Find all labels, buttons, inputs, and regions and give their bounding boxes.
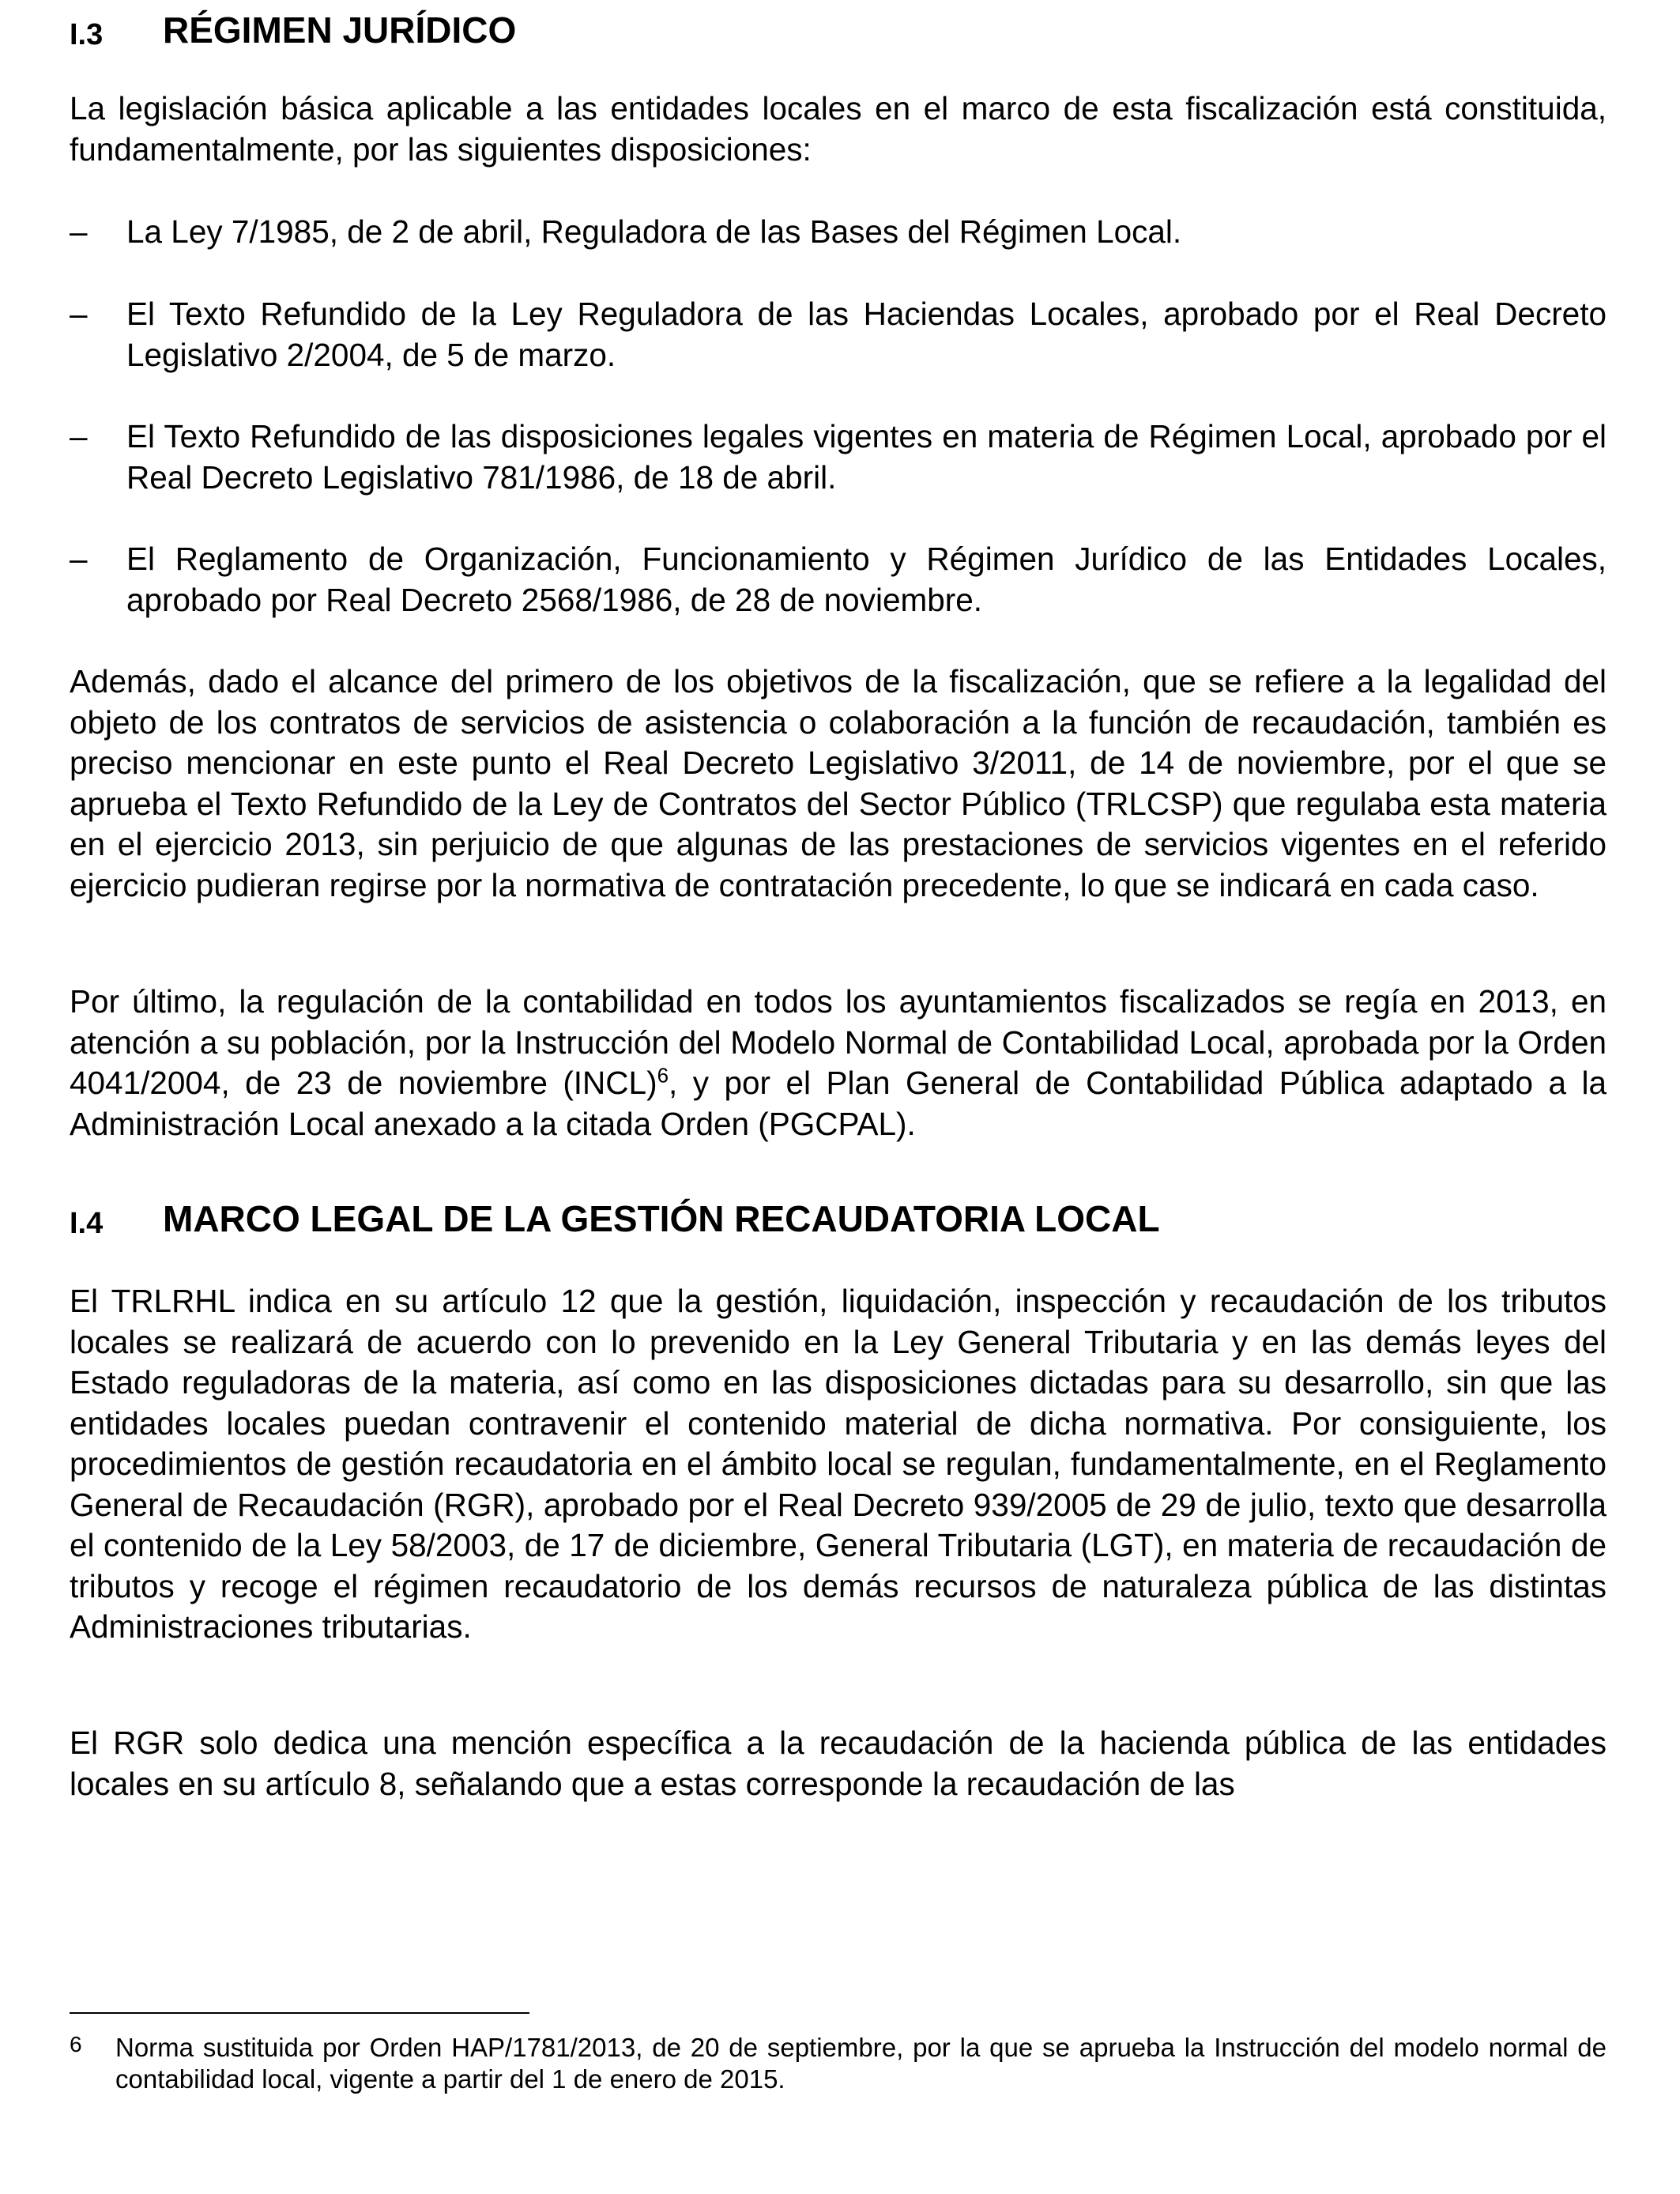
dash-icon: – xyxy=(70,418,88,454)
body-paragraph: Además, dado el alcance del primero de los objetivos de la fiscalización, que se refiere a la legalidad del objeto de los contratos de servicios de asistencia o colaboración a la función de recaudación, también es preciso mencionar en este punto el Real Decreto Legislativo 3/2011, de 14 de noviembre, por el que se aprueba el Texto Refundido de la Ley de Contratos del Sector Público (TRLCSP) que regulaba esta materia en el ejercicio 2013, sin perjuicio de que algunas de las prestaciones de servicios vigentes en el referido ejercicio pudieran regirse por la normativa de contratación precedente, lo que se indicará en cada caso. xyxy=(70,663,1607,903)
list-item xyxy=(70,212,1607,253)
intro-paragraph: La legislación básica aplicable a las entidades locales en el marco de esta fiscalización está constituida, fundamentalmente, por las siguientes disposiciones: xyxy=(70,90,1607,168)
list-item xyxy=(70,539,1607,620)
section-number: I.4 xyxy=(70,1207,104,1240)
dash-icon: – xyxy=(70,541,88,577)
list-item xyxy=(70,417,1607,498)
paragraph-text: Por último, la regulación de la contabilidad en todos los ayuntamientos fiscalizados se regía en 2013, en atención a su población, por la Instrucción del Modelo Normal de Contabilidad Local, aprobada por la Orden 4041/2004, de 23 de noviembre (INCL) xyxy=(70,983,1607,1101)
footnote xyxy=(70,2032,1607,2095)
section-title: RÉGIMEN JURÍDICO xyxy=(163,9,517,51)
footnote-text: Norma sustituida por Orden HAP/1781/2013, de 20 de septiembre, por la que se aprueba la Instrucción del modelo normal de contabilidad local, vigente a partir del 1 de enero de 2015. xyxy=(115,2033,1607,2094)
section-number: I.3 xyxy=(70,18,104,51)
footnote-number: 6 xyxy=(70,2032,82,2056)
paragraph-text: , y por el Plan General de Contabilidad Pública adaptado a la Administración Local anexado a la citada Orden (PGCPAL). xyxy=(70,1065,1607,1142)
list-item-text: El Reglamento de Organización, Funcionamiento y Régimen Jurídico de las Entidades Locales, aprobado por Real Decreto 2568/1986, de 28 de noviembre. xyxy=(126,541,1607,618)
dash-icon: – xyxy=(70,213,88,250)
footnote-separator xyxy=(70,2012,529,2014)
list-item-text: La Ley 7/1985, de 2 de abril, Reguladora de las Bases del Régimen Local. xyxy=(126,213,1182,250)
body-paragraph: El RGR solo dedica una mención específica a la recaudación de la hacienda pública de las entidades locales en su artículo 8, señalando que a estas corresponde la recaudación de las xyxy=(70,1725,1607,1802)
list-item-text: El Texto Refundido de la Ley Reguladora de las Haciendas Locales, aprobado por el Real Decreto Legislativo 2/2004, de 5 de marzo. xyxy=(126,296,1607,373)
body-paragraph xyxy=(70,982,1607,1144)
list-item-text: El Texto Refundido de las disposiciones legales vigentes en materia de Régimen Local, aprobado por el Real Decreto Legislativo 781/1986, de 18 de abril. xyxy=(126,418,1607,496)
section-title: MARCO LEGAL DE LA GESTIÓN RECAUDATORIA LOCAL xyxy=(163,1198,1160,1239)
dash-icon: – xyxy=(70,296,88,332)
body-paragraph: El TRLRHL indica en su artículo 12 que la gestión, liquidación, inspección y recaudación de los tributos locales se realizará de acuerdo con lo prevenido en la Ley General Tributaria y en las demás leyes del Estado reguladoras de la materia, así como en las disposiciones dictadas para su desarrollo, sin que las entidades locales puedan contravenir el contenido material de dicha normativa. Por consiguiente, los procedimientos de gestión recaudatoria en el ámbito local se regulan, fundamentalmente, en el Reglamento General de Recaudación (RGR), aprobado por el Real Decreto 939/2005 de 29 de julio, texto que desarrolla el contenido de la Ley 58/2003, de 17 de diciembre, General Tributaria (LGT), en materia de recaudación de tributos y recoge el régimen recaudatorio de los demás recursos de naturaleza pública de las distintas Administraciones tributarias. xyxy=(70,1283,1607,1645)
footnote-reference: 6 xyxy=(657,1063,669,1088)
list-item xyxy=(70,294,1607,375)
